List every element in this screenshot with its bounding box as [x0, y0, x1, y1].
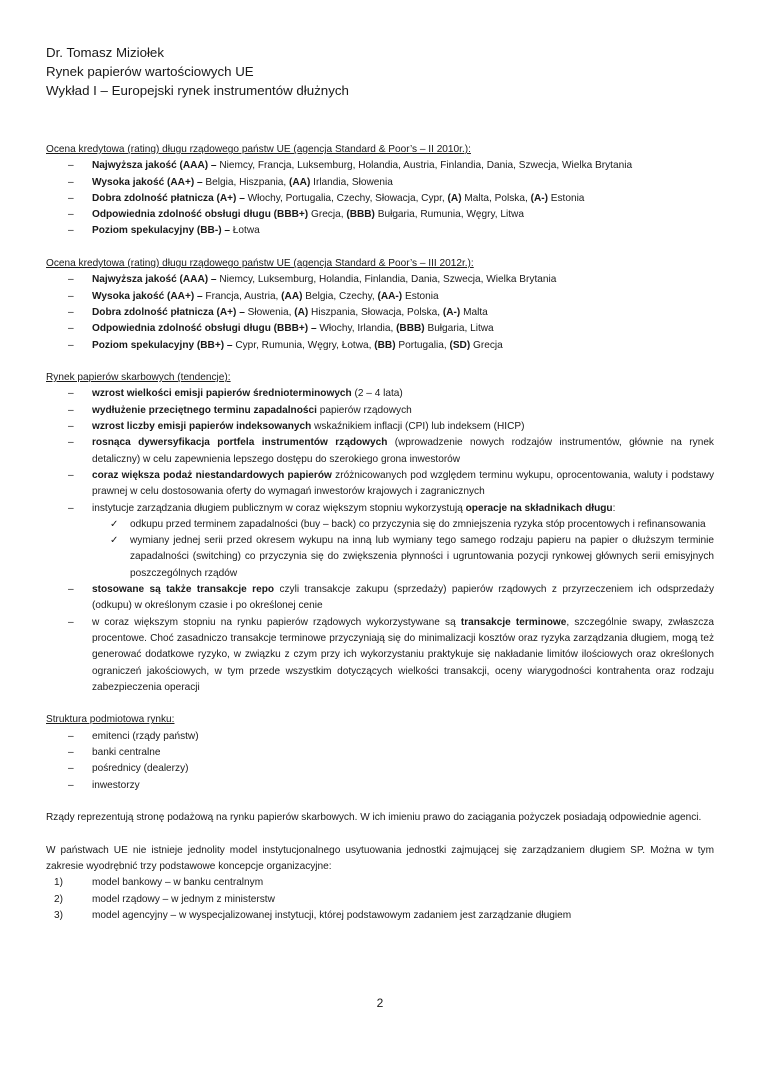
treasury-section	[46, 370, 714, 696]
list-item: – rosnąca dywersyfikacja portfela instrumentów rządowych (wprowadzenie nowych rodzajów instrumentów, głównie na rynek detaliczny) w celu zapewnienia lepszego dostępu do szerokiego grona inwestorów	[46, 435, 714, 468]
models-list	[46, 875, 714, 924]
list-item: – instytucje zarządzania długiem publicznym w coraz większym stopniu wykorzystują operacje na składnikach długu: ✓ odkupu przed terminem zapadalności (buy – back) co przyczynia się do zmniejszenia ryzyka stóp procentowych i refinansowania ✓ wymiany jednej serii przed okresem wykupu na inną lub wymiany tego samego rodzaju papieru na papier o dłuższym terminie zapadalności (switching) co przyczynia się do zwiększenia płynności i ugruntowania pozycji rynkowej głównych serii emisyjnych poszczególnych rządów	[46, 501, 714, 582]
structure-section	[46, 712, 714, 793]
list-item: – Odpowiednia zdolność obsługi długu (BBB+) Grecja, (BBB) Bułgaria, Rumunia, Węgry, Litwa	[46, 207, 714, 223]
checkmark-list-item: ✓ wymiany jednej serii przed okresem wykupu na inną lub wymiany tego samego rodzaju papieru na papier o dłuższym terminie zapadalności (switching) co przyczynia się do zwiększenia płynności i ugruntowania pozycji rynkowej głównych serii emisyjnych poszczególnych rządów	[92, 533, 714, 582]
paragraph-governments: Rządy reprezentują stronę podażową na rynku papierów skarbowych. W ich imieniu prawo do zaciągania pożyczek posiadają odpowiednie agenci.	[46, 812, 702, 824]
list-item: – pośrednicy (dealerzy)	[46, 761, 714, 777]
rating-2010-list	[46, 158, 714, 239]
debt-operations-sublist	[92, 517, 714, 582]
rating-2012-section	[46, 256, 714, 354]
list-item: – Odpowiednia zdolność obsługi długu (BBB+) – Włochy, Irlandia, (BBB) Bułgaria, Litwa	[46, 321, 714, 337]
page-number: 2	[376, 996, 384, 1010]
course-line: Rynek papierów wartościowych UE	[46, 64, 254, 79]
structure-title: Struktura podmiotowa rynku:	[46, 714, 175, 726]
list-item: 3) model agencyjny – w wyspecjalizowanej instytucji, której podstawowym zadaniem jest zarządzanie długiem	[54, 909, 572, 921]
list-item: – Poziom spekulacyjny (BB-) – Łotwa	[46, 223, 714, 239]
list-item: – Poziom spekulacyjny (BB+) – Cypr, Rumunia, Węgry, Łotwa, (BB) Portugalia, (SD) Grecja	[46, 338, 714, 354]
list-item: – Najwyższa jakość (AAA) – Niemcy, Luksemburg, Holandia, Finlandia, Dania, Szwecja, Wielka Brytania	[46, 272, 714, 288]
list-item: – Dobra zdolność płatnicza (A+) – Włochy, Portugalia, Czechy, Słowacja, Cypr, (A) Malta, Polska, (A-) Estonia	[46, 191, 714, 207]
list-item: – emitenci (rządy państw)	[46, 729, 714, 745]
treasury-list	[46, 386, 714, 696]
list-item: – Wysoka jakość (AA+) – Belgia, Hiszpania, (AA) Irlandia, Słowenia	[46, 175, 714, 191]
rating-2010-section	[46, 142, 714, 240]
list-item: – banki centralne	[46, 745, 714, 761]
list-item: – inwestorzy	[46, 778, 714, 794]
treasury-title: Rynek papierów skarbowych (tendencje):	[46, 372, 231, 384]
list-item: – Wysoka jakość (AA+) – Francja, Austria, (AA) Belgia, Czechy, (AA-) Estonia	[46, 289, 714, 305]
document-header	[46, 43, 349, 100]
list-item: – coraz większa podaż niestandardowych papierów zróżnicowanych pod względem terminu wykupu, oprocentowania, waluty i podstawy prawnej w celu dostosowania oferty do wymagań inwestorów krajowych i zagranicznych	[46, 468, 714, 501]
list-item: – wzrost liczby emisji papierów indeksowanych wskaźnikiem inflacji (CPI) lub indeksem (HICP)	[46, 419, 714, 435]
list-item: 1) model bankowy – w banku centralnym	[54, 877, 264, 889]
list-item: – w coraz większym stopniu na rynku papierów rządowych wykorzystywane są transakcje terminowe, szczególnie swapy, zwłaszcza procentowe. Choć zasadniczo transakcje terminowe przyczyniają się do minimalizacji kosztów oraz ryzyka zarządzania długiem, mogą też generować dodatkowe ryzyko, w związku z czym przy ich wykorzystaniu praktykuje się nakładanie limitów ilościowych oraz określonych ograniczeń jakościowych, w tym przede wszystkim dotyczących wielkości transakcji, oceny wiarygodności kontrahenta oraz rodzaju zabezpieczenia operacji	[46, 615, 714, 696]
structure-list	[46, 729, 714, 794]
rating-2012-list	[46, 272, 714, 353]
paragraph-models-intro: W państwach UE nie istnieje jednolity model instytucjonalnego usytuowania jednostki zajmującej się zarządzaniem długiem SP. Można w tym zakresie wyodrębnić trzy podstawowe koncepcje organizacyjne:	[46, 844, 714, 873]
list-item: – Najwyższa jakość (AAA) – Niemcy, Francja, Luksemburg, Holandia, Austria, Finlandia, Dania, Szwecja, Wielka Brytania	[46, 158, 714, 174]
list-item: 2) model rządowy – w jednym z ministerstw	[54, 893, 275, 905]
list-item: – Dobra zdolność płatnicza (A+) – Słowenia, (A) Hiszpania, Słowacja, Polska, (A-) Malta	[46, 305, 714, 321]
author-line: Dr. Tomasz Miziołek	[46, 45, 164, 60]
list-item: – stosowane są także transakcje repo czyli transakcje zakupu (sprzedaży) papierów rządowych z przyrzeczeniem ich odsprzedaży (odkupu) w określonym czasie i po określonej cenie	[46, 582, 714, 615]
document-body	[46, 142, 714, 924]
list-item: – wydłużenie przeciętnego terminu zapadalności papierów rządowych	[46, 403, 714, 419]
checkmark-list-item: ✓ odkupu przed terminem zapadalności (buy – back) co przyczynia się do zmniejszenia ryzyka stóp procentowych i refinansowania	[92, 517, 714, 533]
list-item: – wzrost wielkości emisji papierów średnioterminowych (2 – 4 lata)	[46, 386, 714, 402]
rating-2012-title: Ocena kredytowa (rating) długu rządowego państw UE (agencja Standard & Poor’s – III 2012r.):	[46, 258, 474, 270]
rating-2010-title: Ocena kredytowa (rating) długu rządowego państw UE (agencja Standard & Poor’s – II 2010r.):	[46, 144, 471, 155]
lecture-line: Wykład I – Europejski rynek instrumentów dłużnych	[46, 83, 349, 98]
